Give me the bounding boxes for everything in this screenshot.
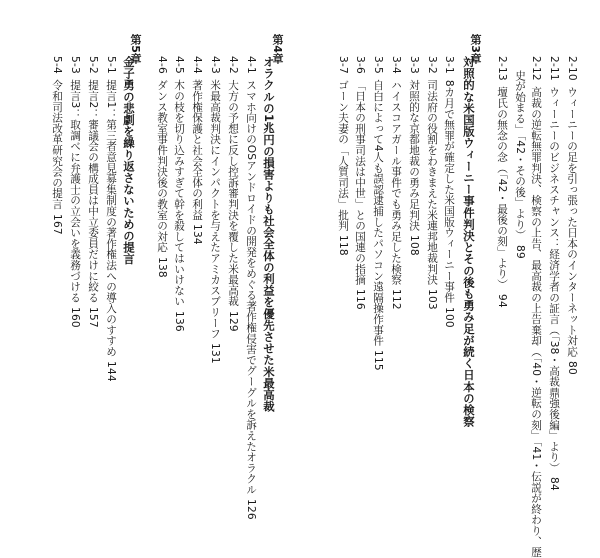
section-number: 3-7 bbox=[337, 56, 349, 74]
chapter-number: 第3章 bbox=[469, 34, 482, 65]
section-number: 3-6 bbox=[354, 56, 366, 74]
page-number: 134 bbox=[191, 224, 203, 246]
section-number: 3-3 bbox=[408, 56, 420, 74]
section-title: ウィーニーのビジネスチャンス：経済学者の証言（「38・高裁鼎強後編」より） bbox=[548, 86, 560, 474]
section-number: 5-2 bbox=[87, 56, 99, 74]
page-number: 108 bbox=[408, 235, 420, 256]
section-number: 2-12 bbox=[530, 56, 542, 81]
section-title: ダンス教室事件判決後の教室の対応 bbox=[156, 79, 168, 253]
section-title: 対照的な京都地裁の勇み足判決 bbox=[408, 79, 420, 232]
chapter-number: 第4章 bbox=[271, 34, 284, 65]
section-title: 壇氏の無念の念（「42・最後の刻」より） bbox=[496, 86, 508, 290]
section-title: ハイスコアガール事件でも勇み足した検察 bbox=[390, 79, 402, 286]
toc-entry bbox=[513, 70, 527, 258]
page-number: 103 bbox=[426, 289, 438, 310]
chapter-title bbox=[262, 56, 276, 412]
section-title: 木の枝を切り込みすぎて幹を殺してはいけない bbox=[173, 79, 185, 307]
section-title: 司法府の役割をわきまえた米連邦地裁判決 bbox=[426, 79, 438, 286]
toc-entry bbox=[389, 56, 403, 310]
toc-entry bbox=[547, 56, 561, 491]
section-number: 4-3 bbox=[209, 56, 221, 74]
page-number: 94 bbox=[496, 293, 508, 308]
toc-entry bbox=[371, 56, 385, 371]
section-number: 2-13 bbox=[496, 56, 508, 81]
section-number: 3-1 bbox=[443, 56, 455, 74]
section-title: 「日本の刑事司法は中世」との国連の指摘 bbox=[354, 79, 366, 286]
toc-entry bbox=[50, 56, 64, 234]
toc-entry bbox=[155, 56, 169, 278]
section-title: 大方の予想に反し控訴審判決を覆した米最高裁 bbox=[227, 79, 239, 307]
section-number: 2-10 bbox=[566, 56, 578, 81]
section-number: 3-4 bbox=[390, 56, 402, 74]
page-number: 116 bbox=[354, 289, 366, 310]
page-number: 129 bbox=[227, 310, 239, 332]
section-number: 4-5 bbox=[173, 56, 185, 74]
toc-entry bbox=[495, 56, 509, 308]
page-number: 167 bbox=[51, 213, 63, 235]
section-title: 自白によって4人も誤認逮捕したパソコン遠隔操作事件 bbox=[372, 79, 384, 347]
page-number: 131 bbox=[209, 343, 221, 364]
section-number: 5-4 bbox=[51, 56, 63, 74]
chapter-heading: 対照的な米国版ウィーニー事件判決とその後も勇み足が続く日本の検察 bbox=[462, 56, 476, 428]
section-title: 8カ月で無罪が確定した米国版ウィーニー事件 bbox=[443, 79, 455, 303]
section-title: 提言2：審議会の構成員は中立委員だけに絞る bbox=[87, 79, 99, 303]
chapter-title bbox=[462, 56, 476, 427]
page-number: 84 bbox=[548, 477, 560, 492]
toc-entry bbox=[244, 56, 258, 520]
page-number: 136 bbox=[173, 310, 185, 332]
toc-entry bbox=[208, 56, 222, 364]
toc-entry bbox=[226, 56, 240, 332]
chapter-number: 第5章 bbox=[129, 34, 142, 65]
chapter-heading: 金子勇の悲劇を繰り返さないための提言 bbox=[122, 56, 136, 265]
section-number: 2-11 bbox=[548, 56, 560, 81]
section-number: 5-3 bbox=[69, 56, 81, 74]
section-number: 4-1 bbox=[245, 56, 257, 74]
toc-entry bbox=[68, 56, 82, 328]
section-title: 著作権保護と社会全体の利益 bbox=[191, 79, 203, 221]
page-number: 157 bbox=[87, 306, 99, 328]
page-number: 138 bbox=[156, 256, 168, 278]
toc-entry bbox=[172, 56, 186, 332]
toc-entry bbox=[104, 56, 118, 382]
section-title: 提言3：取調べに弁護士の立会いを義務づける bbox=[69, 79, 81, 303]
section-title: 高裁の逆転無罪判決、検察の上告、最高裁の上告棄却（「40・逆転の刻」「41・伝説が終わり、歴 bbox=[530, 86, 542, 558]
page-number: 112 bbox=[390, 289, 402, 310]
section-title: 米最高裁判決にインパクトを与えたアミカスブリーフ bbox=[209, 79, 221, 340]
section-title: 提言1：第三者意見募集制度の著作権法への導入のすすめ bbox=[105, 79, 117, 357]
section-number: 4-4 bbox=[191, 56, 203, 74]
page-number: 118 bbox=[337, 235, 349, 256]
section-title: 史が始まる」「42・その後」より） bbox=[514, 70, 526, 241]
toc-entry bbox=[407, 56, 421, 256]
section-title: ウィーニーの足を引っ張った日本のインターネット対応 bbox=[566, 86, 578, 357]
toc-entry bbox=[336, 56, 350, 256]
page-number: 80 bbox=[566, 360, 578, 375]
page-number: 89 bbox=[514, 244, 526, 259]
page-number: 115 bbox=[372, 350, 384, 371]
section-number: 3-5 bbox=[372, 56, 384, 74]
section-title: スマホ向けのOSアンドロイドの開発をめぐる著作権侵害でグーグルを訴えたオラクル bbox=[245, 79, 257, 495]
page-number: 100 bbox=[443, 306, 455, 328]
chapter-title bbox=[122, 56, 136, 265]
page-number: 160 bbox=[69, 306, 81, 328]
section-number: 5-1 bbox=[105, 56, 117, 74]
section-number: 4-2 bbox=[227, 56, 239, 74]
section-number: 3-2 bbox=[426, 56, 438, 74]
toc-entry bbox=[529, 56, 543, 558]
toc-entry bbox=[442, 56, 456, 328]
section-title: 令和司法改革研究会の提言 bbox=[51, 79, 63, 210]
section-title: ゴーン夫妻の「人質司法」批判 bbox=[337, 79, 349, 232]
chapter-heading: オラクルの1兆円の損害よりも社会全体の利益を優先させた米最高裁 bbox=[262, 56, 276, 413]
toc-entry bbox=[353, 56, 367, 310]
section-number: 4-6 bbox=[156, 56, 168, 74]
page-number: 126 bbox=[245, 498, 257, 520]
toc-entry bbox=[565, 56, 579, 375]
toc-entry bbox=[425, 56, 439, 310]
toc-entry bbox=[190, 56, 204, 245]
toc-entry bbox=[86, 56, 100, 328]
page-number: 144 bbox=[105, 360, 117, 382]
